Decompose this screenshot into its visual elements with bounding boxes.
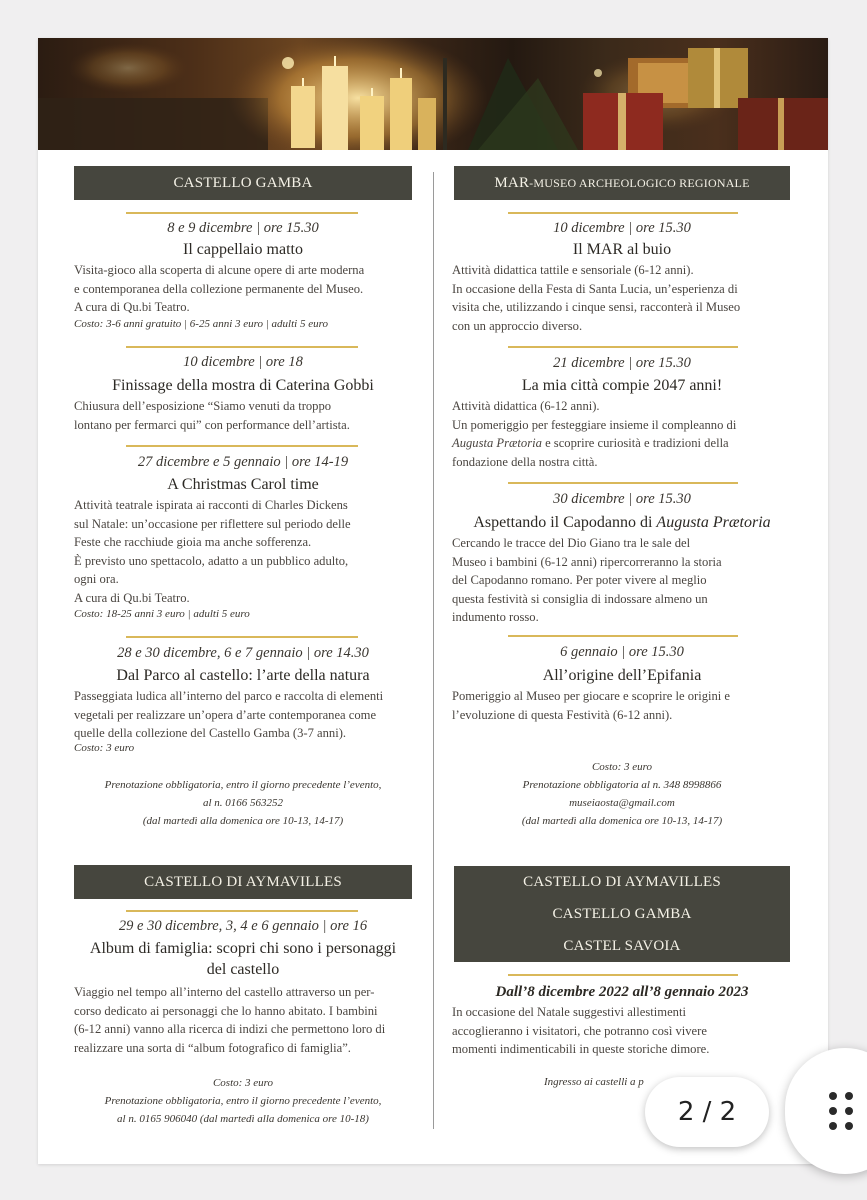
booking-email: museiaosta@gmail.com	[569, 797, 675, 809]
castles-header-line: CASTELLO GAMBA	[552, 906, 692, 922]
event-description-line: realizzare una sorta di “album fotografico di famiglia”.	[74, 1040, 351, 1055]
event-description-text: e scoprire curiosità e tradizioni della	[541, 436, 729, 451]
gold-rule	[126, 346, 358, 348]
castles-date-range: Dall’8 dicembre 2022 all’8 gennaio 2023	[495, 984, 749, 1000]
gold-rule	[126, 636, 358, 638]
booking-note	[74, 776, 412, 830]
event-description	[74, 983, 412, 1057]
booking-hours: (dal martedì alla domenica ore 10-13, 14-17)	[142, 815, 344, 827]
event-description	[74, 687, 412, 743]
event-title: A Christmas Carol time	[167, 476, 319, 493]
event-description-line: A cura di Qu.bi Teatro.	[74, 590, 190, 605]
booking-hours: (dal martedì alla domenica ore 10-13, 14-17)	[521, 815, 723, 827]
event-description	[452, 261, 792, 335]
mar-header-rest: -MUSEO ARCHEOLOGICO REGIONALE	[529, 176, 750, 190]
castles-description	[452, 1003, 792, 1059]
event-description-line: Cercando le tracce del Dio Giano tra le sale del	[452, 536, 691, 550]
event-date: 8 e 9 dicembre | ore 15.30	[167, 220, 319, 236]
christmas-candles-banner	[38, 38, 828, 150]
event-description-line: lontano per fermarci qui” con performance dell’artista.	[74, 417, 350, 432]
event-description	[452, 687, 792, 724]
gold-rule	[508, 974, 738, 976]
document-page	[38, 38, 828, 1164]
event-description-line: Viaggio nel tempo all’interno del castello attraverso un per-	[74, 985, 375, 999]
gold-rule	[126, 445, 358, 447]
castles-header	[454, 866, 790, 962]
castles-header-line: CASTEL SAVOIA	[563, 938, 681, 954]
castello-gamba-header-text: CASTELLO GAMBA	[173, 175, 313, 191]
event-description-line: e contemporanea della collezione permanente del Museo.	[74, 281, 364, 296]
gold-rule	[126, 910, 358, 912]
event-description-line: fondazione della nostra città.	[452, 454, 598, 469]
booking-cost: Costo: 3 euro	[212, 1077, 274, 1089]
booking-phone: al n. 0166 563252	[202, 797, 284, 809]
event-cost: Costo: 18-25 anni 3 euro | adulti 5 euro	[74, 608, 250, 620]
event-description-line: corso dedicato ai personaggi che lo hanno abitato. I bambini	[74, 1003, 378, 1018]
event-description	[74, 496, 412, 608]
gold-rule	[508, 346, 738, 348]
event-date: 10 dicembre | ore 15.30	[553, 220, 691, 236]
event-description-line: ogni ora.	[74, 572, 119, 587]
event-description-line: Un pomeriggio per festeggiare insieme il compleanno di	[452, 417, 737, 432]
event-title-line: Album di famiglia: scopri chi sono i personaggi	[89, 940, 397, 957]
event-title: Finissage della mostra di Caterina Gobbi	[112, 377, 374, 394]
event-title-line: del castello	[206, 961, 280, 978]
booking-note	[452, 758, 792, 830]
event-date: 30 dicembre | ore 15.30	[553, 491, 691, 507]
event-description-line: quelle della collezione del Castello Gamba (3-7 anni).	[74, 726, 347, 741]
event-description-line: A cura di Qu.bi Teatro.	[74, 300, 190, 315]
castello-aymavilles-header	[74, 865, 412, 899]
gold-rule	[508, 635, 738, 637]
event-description-line: accoglieranno i visitatori, che potranno così vivere	[452, 1023, 707, 1038]
event-description-line: Attività didattica tattile e sensoriale (6-12 anni).	[452, 263, 694, 277]
event-description-line: questa festività si consiglia di indossare almeno un	[452, 591, 708, 606]
event-description-line: del Capodanno romano. Per poter vivere al meglio	[452, 573, 707, 588]
event-description	[452, 534, 792, 627]
event-cost: Costo: 3 euro	[74, 742, 135, 754]
booking-note	[74, 1074, 412, 1128]
event-description-line: (6-12 anni) vanno alla ricerca di indizi che permettono loro di	[74, 1022, 386, 1037]
mar-header-main: MAR	[494, 175, 530, 191]
event-description-line: Attività didattica (6-12 anni).	[452, 399, 600, 413]
castles-entry-note: Ingresso ai castelli a p	[544, 1076, 644, 1088]
event-description-line: Feste che racchiude gioia ma anche sofferenza.	[74, 535, 312, 550]
event-title: Dal Parco al castello: l’arte della natura	[116, 667, 370, 684]
booking-note-line: Prenotazione obbligatoria, entro il giorno precedente l’evento,	[104, 779, 382, 791]
booking-phone: al n. 0165 906040 (dal martedì alla domenica ore 10-18)	[117, 1113, 369, 1125]
event-title	[74, 938, 412, 980]
event-description-line: l’evoluzione di questa Festività (6-12 anni).	[452, 707, 673, 722]
gold-rule	[508, 212, 738, 214]
gold-rule	[508, 482, 738, 484]
banner-illustration	[38, 38, 828, 150]
event-date: 21 dicembre | ore 15.30	[553, 355, 691, 371]
event-title	[452, 512, 792, 533]
event-description	[74, 397, 412, 434]
page-indicator[interactable]	[645, 1077, 769, 1147]
event-description-line: indumento rosso.	[452, 610, 539, 625]
event-description-line: con un approccio diverso.	[452, 318, 583, 333]
event-title-text: Aspettando il Capodanno di	[473, 514, 657, 531]
event-description-line: Visita-gioco alla scoperta di alcune opere di arte moderna	[74, 263, 365, 277]
event-description-line: Chiusura dell’esposizione “Siamo venuti da troppo	[74, 399, 332, 413]
page-indicator-text: 2 / 2	[677, 1097, 737, 1127]
event-description	[452, 397, 792, 471]
event-cost: Costo: 3-6 anni gratuito | 6-25 anni 3 euro | adulti 5 euro	[74, 318, 328, 330]
event-description-line: visita che, utilizzando i cinque sensi, racconterà il Museo	[452, 300, 741, 315]
booking-note-line: Prenotazione obbligatoria, entro il giorno precedente l’evento,	[104, 1095, 382, 1107]
gold-rule	[126, 212, 358, 214]
booking-cost: Costo: 3 euro	[591, 761, 653, 773]
castello-aymavilles-header-text: CASTELLO DI AYMAVILLES	[144, 874, 342, 890]
event-date: 6 gennaio | ore 15.30	[560, 644, 684, 660]
augusta-praetoria-italic: Augusta Prætoria	[452, 436, 542, 451]
booking-phone: Prenotazione obbligatoria al n. 348 8998866	[522, 779, 722, 791]
mar-museum-header	[454, 166, 790, 200]
event-description-line: Attività teatrale ispirata ai racconti di Charles Dickens	[74, 498, 348, 512]
event-description-line: In occasione della Festa di Santa Lucia, un’esperienza di	[452, 281, 738, 296]
event-description-line: Pomeriggio al Museo per giocare e scoprire le origini e	[452, 689, 731, 703]
event-title-italic: Augusta Prætoria	[656, 514, 771, 531]
event-description-line: Passeggiata ludica all’interno del parco e raccolta di elementi	[74, 689, 384, 703]
event-title: Il cappellaio matto	[183, 241, 303, 258]
event-description-line: È previsto uno spettacolo, adatto a un pubblico adulto,	[74, 553, 349, 568]
event-date: 28 e 30 dicembre, 6 e 7 gennaio | ore 14.30	[117, 645, 369, 661]
event-title: Il MAR al buio	[572, 241, 672, 258]
event-description-line: momenti indimenticabili in queste storiche dimore.	[452, 1042, 710, 1057]
event-date: 10 dicembre | ore 18	[183, 354, 303, 370]
event-description-line	[452, 434, 792, 453]
event-description	[74, 261, 412, 317]
event-title: All’origine dell’Epifania	[542, 667, 702, 684]
event-description-line: vegetali per realizzare un’opera d’arte contemporanea come	[74, 707, 377, 722]
castello-gamba-header	[74, 166, 412, 200]
event-date: 27 dicembre e 5 gennaio | ore 14-19	[137, 454, 349, 470]
column-divider	[433, 172, 434, 1129]
castles-header-line: CASTELLO DI AYMAVILLES	[523, 874, 721, 890]
event-description-line: In occasione del Natale suggestivi allestimenti	[452, 1005, 686, 1019]
event-date: 29 e 30 dicembre, 3, 4 e 6 gennaio | ore 16	[118, 918, 368, 934]
event-title: La mia città compie 2047 anni!	[521, 377, 723, 394]
event-description-line: sul Natale: un’occasione per riflettere sul periodo delle	[74, 516, 351, 531]
event-description-line: Museo i bambini (6-12 anni) ripercorreranno la storia	[452, 554, 722, 569]
